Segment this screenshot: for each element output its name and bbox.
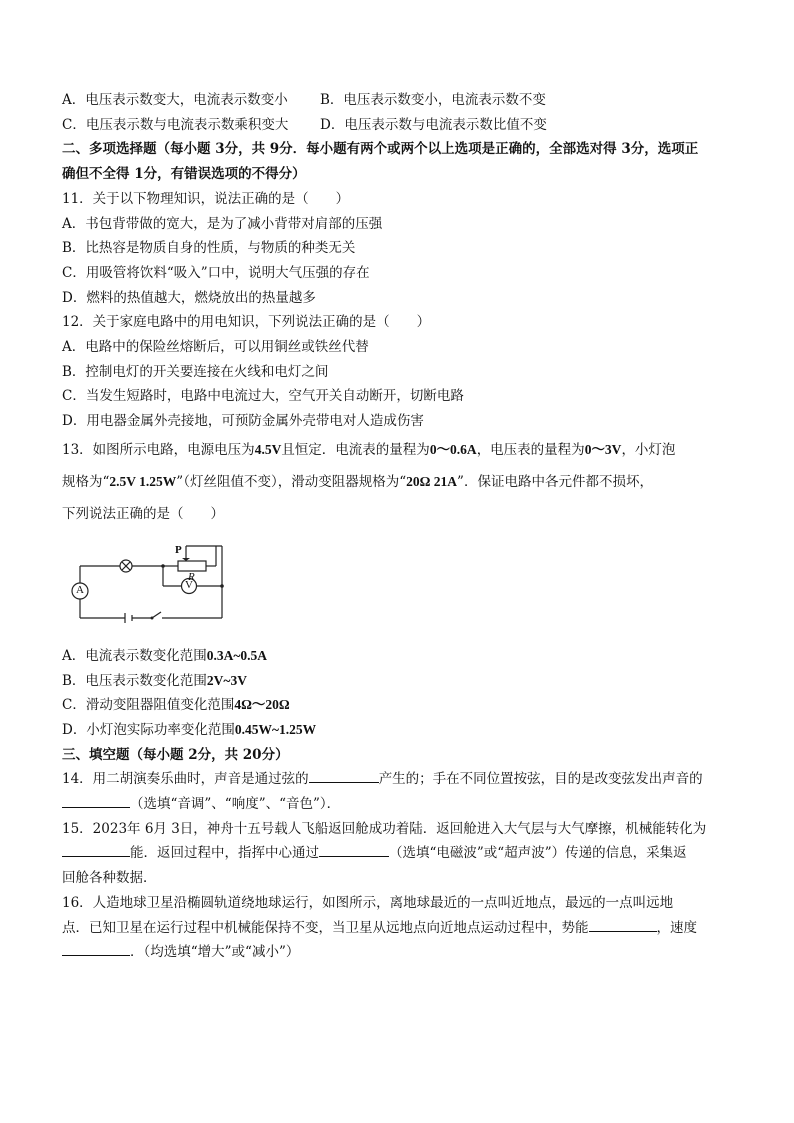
q16-line1: 16．人造地球卫星沿椭圆轨道绕地球运行，如图所示，离地球最近的一点叫近地点，最远的一点叫远地 — [62, 894, 674, 911]
q10-options-row-2 — [62, 113, 734, 138]
q13-option-d-value: 0.45W~1.25W — [234, 721, 317, 737]
q13-text: ”（灯丝阻值不变），滑动变阻器规格为“ — [176, 473, 407, 490]
switch-pivot — [151, 616, 154, 619]
q13-stem-line3: 下列说法正确的是（ ） — [62, 505, 224, 522]
q14-text: （选填“音调”、“响度”、“音色”）． — [130, 796, 341, 813]
exam-page — [62, 88, 734, 965]
answer-blank[interactable] — [62, 842, 130, 857]
q12-option-d: D．用电器金属外壳接地，可预防金属外壳带电对人造成伤害 — [62, 413, 424, 430]
voltmeter-label: V — [185, 578, 193, 591]
q16-text: ，速度 — [656, 919, 697, 936]
q13-ammeter-range: 0～0.6A — [429, 441, 477, 457]
circuit-drawing — [68, 536, 268, 636]
q13-bulb-spec: 2.5V 1.25W — [109, 473, 177, 489]
q16-line2 — [62, 916, 734, 941]
q11-option-d: D．燃料的热值越大，燃烧放出的热量越多 — [62, 289, 316, 306]
lamp-symbol — [120, 560, 132, 572]
q15-text: 能．返回过程中，指挥中心通过 — [130, 845, 319, 862]
q13-option-c — [62, 693, 734, 718]
q14-line2 — [62, 792, 734, 817]
q13-text: ，电压表的量程为 — [476, 441, 585, 458]
q12-option-b: B．控制电灯的开关要连接在火线和电灯之间 — [62, 363, 329, 380]
q11-stem: 11．关于以下物理知识，说法正确的是（ ） — [62, 190, 350, 207]
q15-text: （选填“电磁波”或“超声波”）传递的信息，采集返 — [389, 845, 687, 862]
q13-stem-line1 — [62, 434, 734, 466]
q10-option-b: B．电压表示数变小，电流表示数不变 — [320, 92, 546, 108]
ammeter-label: A — [76, 583, 84, 596]
answer-blank[interactable] — [589, 917, 657, 932]
q14-text: 产生的；手在不同位置按弦，目的是改变弦发出声音的 — [378, 771, 703, 788]
answer-blank[interactable] — [319, 842, 389, 857]
q12-option-a: A．电路中的保险丝熔断后，可以用铜丝或铁丝代替 — [62, 339, 369, 356]
q15-line2 — [62, 841, 734, 866]
q13-circuit-diagram — [68, 536, 268, 636]
q11-option-a: A．书包背带做的宽大，是为了减小背带对肩部的压强 — [62, 215, 383, 232]
section2-title-line2: 确但不全得 1分，有错误选项的不得分） — [62, 166, 306, 183]
q13-option-c-prefix: C．滑动变阻器阻值变化范围 — [62, 697, 235, 714]
q12-stem: 12．关于家庭电路中的用电知识，下列说法正确的是（ ） — [62, 314, 431, 331]
q13-text: ”．保证电路中各元件都不损坏， — [457, 473, 653, 490]
q12-option-c: C．当发生短路时，电路中电流过大，空气开关自动断开，切断电路 — [62, 388, 464, 405]
q13-text: 13．如图所示电路，电源电压为 — [62, 441, 255, 458]
q15-line3: 回舱各种数据． — [62, 870, 157, 887]
junction-dot — [220, 584, 224, 588]
q13-voltmeter-range: 0～3V — [584, 441, 622, 457]
q13-stem-line2 — [62, 466, 734, 498]
resistor-label: R — [188, 570, 195, 583]
q10-option-d: D．电压表示数与电流表示数比值不变 — [320, 116, 547, 133]
answer-blank[interactable] — [62, 941, 130, 956]
q13-text: ，小灯泡 — [621, 441, 676, 458]
q13-text: 且恒定．电流表的量程为 — [281, 441, 430, 458]
q13-option-a-value: 0.3A~0.5A — [206, 647, 268, 663]
q13-option-b — [62, 669, 734, 694]
junction-dot — [161, 564, 165, 568]
answer-blank[interactable] — [62, 793, 130, 808]
q13-option-c-value: 4Ω～20Ω — [234, 697, 290, 713]
q13-option-d — [62, 718, 734, 743]
q10-option-c: C．电压表示数与电流表示数乘积变大 — [62, 116, 289, 133]
q13-text: 规格为“ — [62, 473, 110, 490]
q13-rheostat-spec: 20Ω 21A — [406, 473, 458, 489]
q13-option-d-prefix: D．小灯泡实际功率变化范围 — [62, 721, 235, 738]
q10-options-row-1 — [62, 88, 734, 113]
q14-text: 14．用二胡演奏乐曲时，声音是通过弦的 — [62, 771, 309, 788]
section2-title-line1: 二、多项选择题（每小题 3分，共 9分．每小题有两个或两个以上选项是正确的，全部选对得 3分，选项正 — [62, 141, 699, 158]
q16-line3 — [62, 940, 734, 965]
q13-option-a — [62, 644, 734, 669]
q15-line1: 15．2023年 6月 3日，神舟十五号载人飞船返回舱成功着陆．返回舱进入大气层与大气摩擦，机械能转化为 — [62, 820, 707, 837]
q13-option-a-prefix: A．电流表示数变化范围 — [62, 647, 207, 664]
q16-text: ．（均选填“增大”或“减小”） — [130, 944, 300, 961]
q16-text: 点．已知卫星在运行过程中机械能保持不变，当卫星从远地点向近地点运动过程中，势能 — [62, 919, 589, 936]
section3-title: 三、填空题（每小题 2分，共 20分） — [62, 746, 289, 763]
q13-voltage: 4.5V — [254, 441, 282, 457]
q13-option-b-prefix: B．电压表示数变化范围 — [62, 672, 207, 689]
q10-option-a: A．电压表示数变大，电流表示数变小 — [62, 92, 288, 108]
slider-label: P — [175, 543, 182, 556]
q11-option-b: B．比热容是物质自身的性质，与物质的种类无关 — [62, 240, 356, 257]
q11-option-c: C．用吸管将饮料“吸入”口中，说明大气压强的存在 — [62, 264, 370, 281]
q14-line1 — [62, 767, 734, 792]
q13-option-b-value: 2V~3V — [206, 672, 247, 688]
answer-blank[interactable] — [309, 768, 379, 783]
